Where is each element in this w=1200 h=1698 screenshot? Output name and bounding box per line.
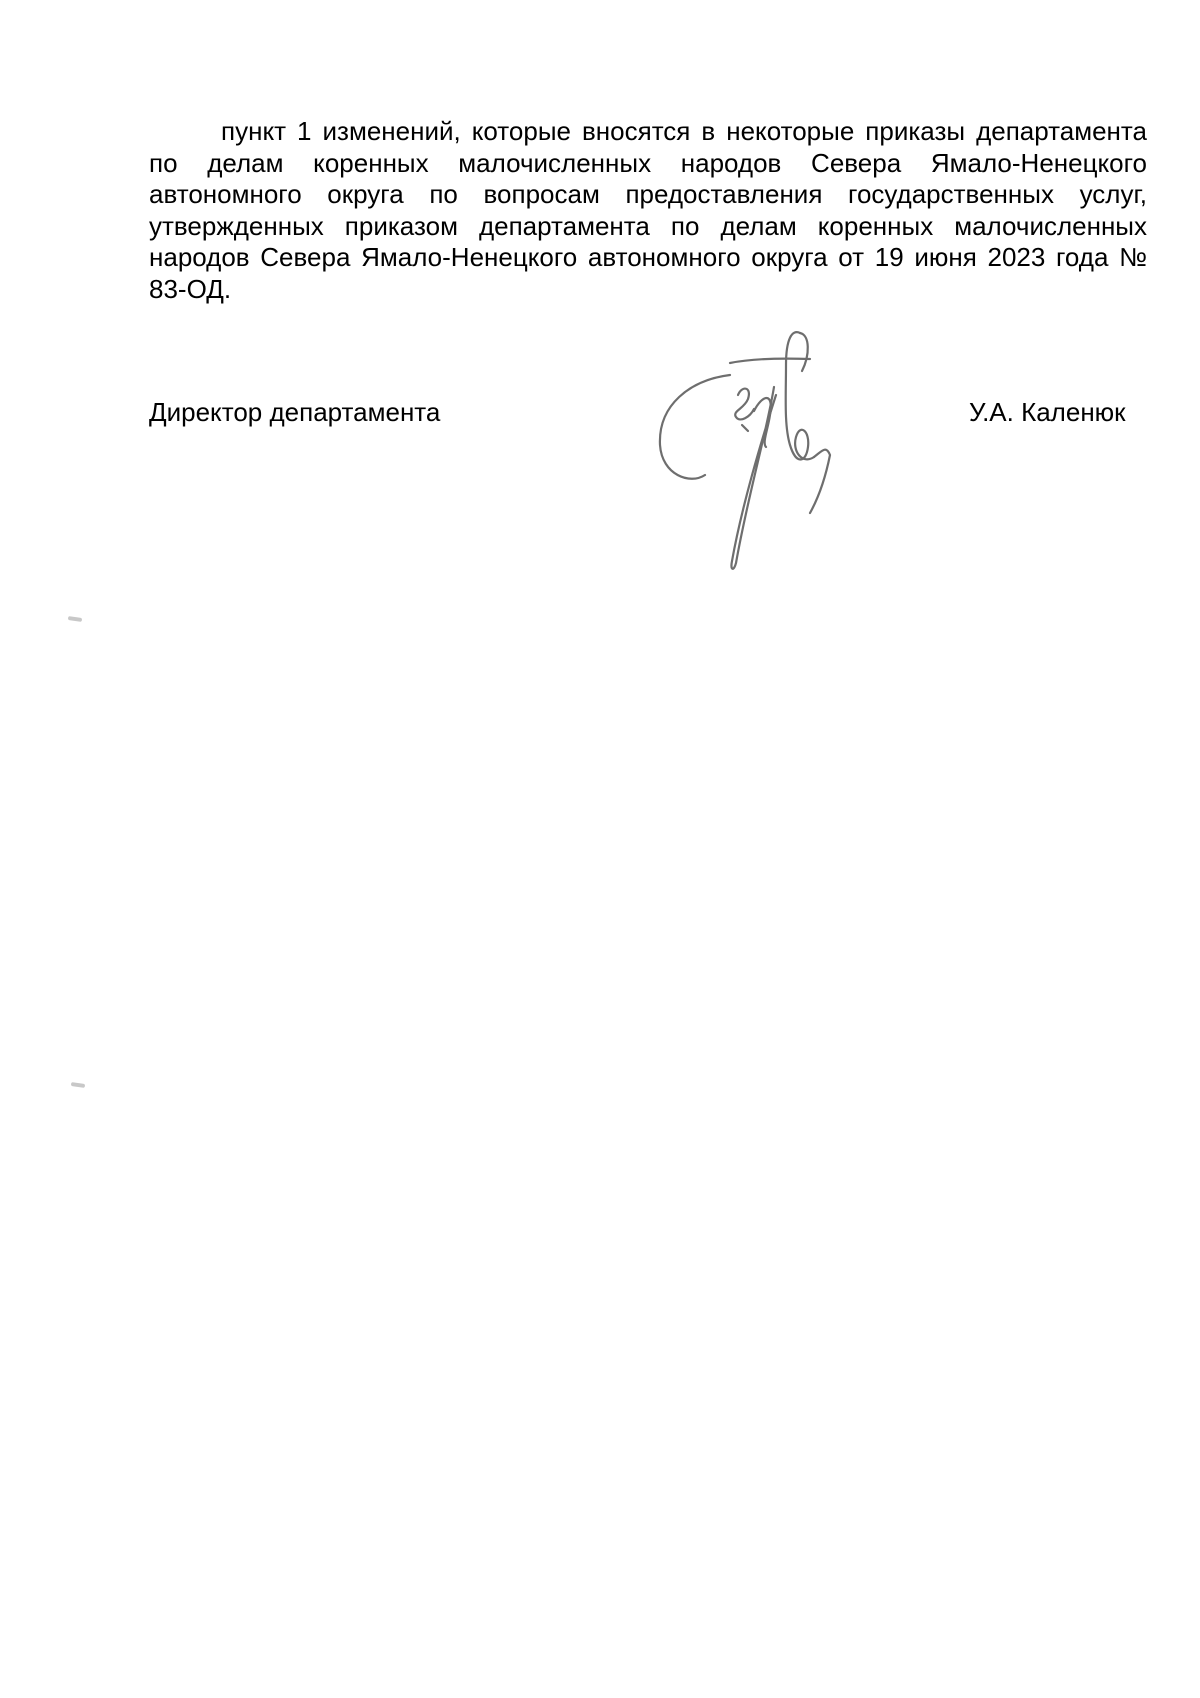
scan-artifact	[71, 1082, 85, 1088]
handwritten-signature-icon	[650, 325, 870, 575]
body-paragraph: пункт 1 изменений, которые вносятся в некоторые приказы департамента по делам коренных малочисленных народов Севера Ямало-Ненецкого автономного округа по вопросам предоставления государственных услуг, утвержденных приказом департамента по делам коренных малочисленных народов Севера Ямало-Ненецкого автономного округа от 19 июня 2023 года № 83-ОД.	[149, 116, 1147, 304]
signatory-name: У.А. Каленюк	[969, 397, 1126, 427]
signatory-position: Директор департамента	[149, 397, 441, 427]
scan-artifact	[68, 616, 82, 622]
